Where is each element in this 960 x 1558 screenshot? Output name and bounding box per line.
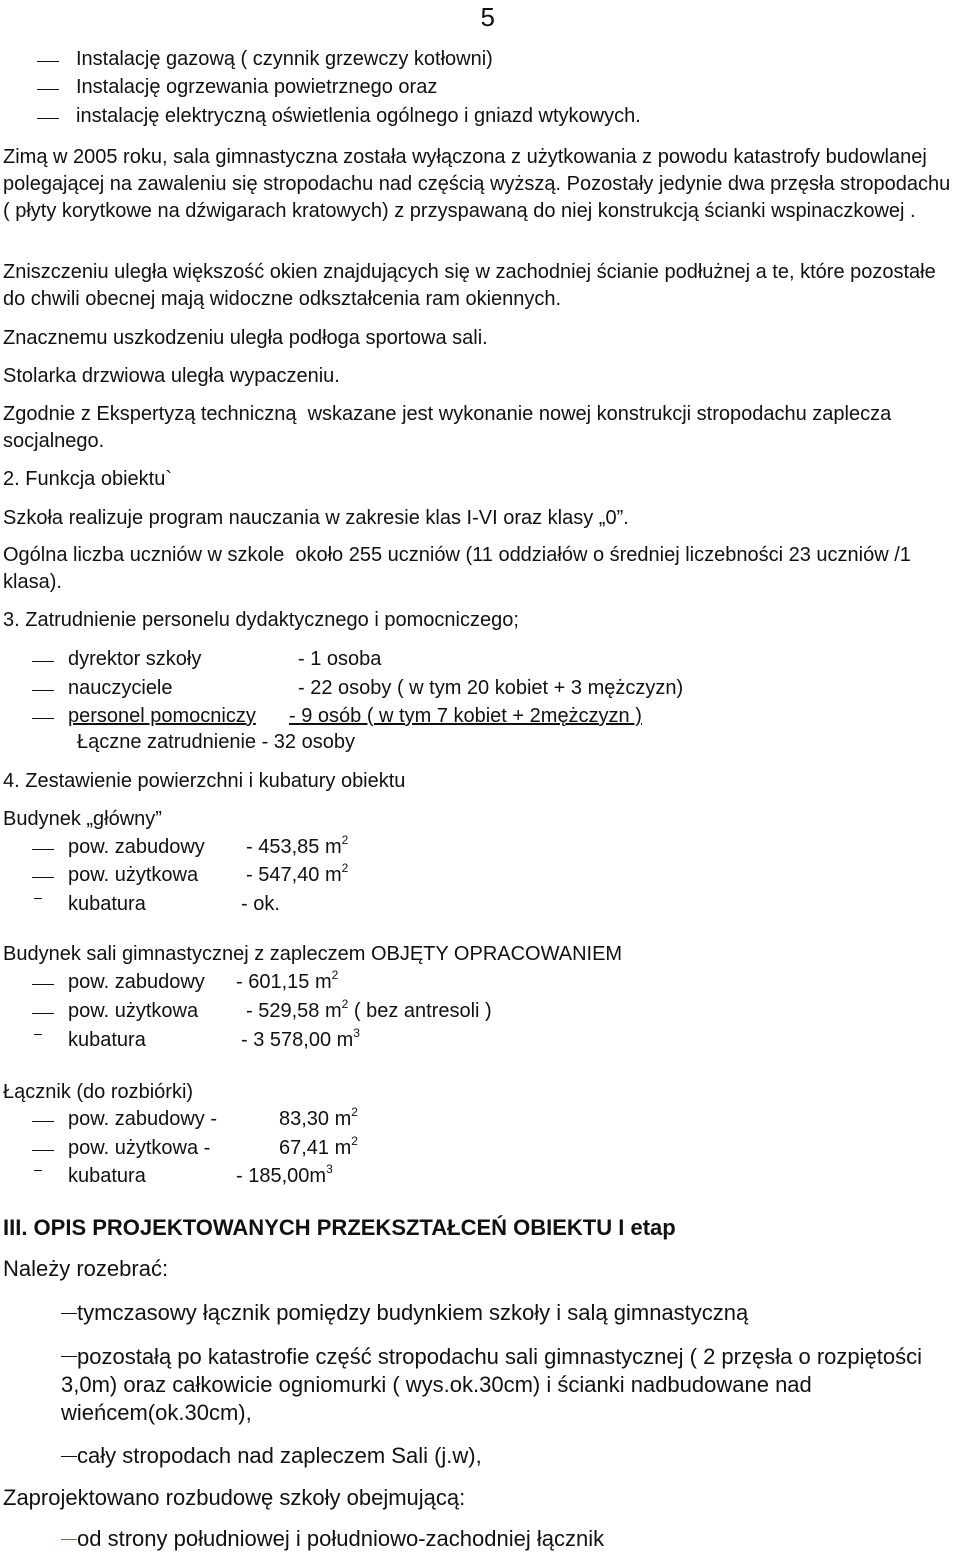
extension-heading: Zaprojektowano rozbudowę szkoły obejmującą: [3,1485,466,1510]
paragraph-text: Pozostały jedynie dwa przęsła stropodachu ( płyty korytkowe na dźwigarach kratowych) z przyspawaną do niej konstrukcją ścianki wspinaczkowej . [3,173,956,222]
value-text: - 529,58 m [246,1000,342,1022]
list-dash [32,718,54,719]
paragraph-windows: Zniszczeniu uległa większość okien znajdujących się w zachodniej ścianie podłużnej a te, które pozostałe do chwili obecnej mają widoczne odkształcenia ram okiennych. [3,261,942,310]
value-text: 83,30 m [279,1108,352,1130]
list-item: Instalację gazową ( czynnik grzewczy kotłowni) [76,48,493,70]
value-text: - 453,85 m [246,836,342,858]
list-dash [34,1034,42,1035]
value-note: ( bez antresoli ) [348,1000,492,1022]
paragraph-students: Ogólna liczba uczniów w szkole około 255 uczniów (11 oddziałów o średniej liczebności 23 uczniów /1 klasa). [3,544,917,593]
area-value [236,968,339,994]
unit-exponent: 2 [351,1134,358,1148]
list-dash [37,61,59,62]
unit-exponent: 2 [341,997,349,1011]
staff-role: dyrektor szkoły [68,648,202,670]
list-dash [34,1170,42,1171]
list-dash [32,984,54,985]
area-value: - ok. [241,893,280,915]
unit-exponent: 2 [341,833,349,847]
list-item: tymczasowy łącznik pomiędzy budynkiem szkoły i salą gimnastyczną [77,1300,749,1325]
staff-count: - 1 osoba [298,648,382,670]
paragraph-doors: Stolarka drzwiowa uległa wypaczeniu. [3,365,340,387]
list-dash [32,661,54,662]
area-label: pow. użytkowa - [68,1137,211,1159]
section-heading: 3. Zatrudnienie personelu dydaktycznego i pomocniczego; [3,609,519,631]
list-dash [37,118,59,119]
unit-exponent: 2 [341,861,349,875]
section-heading: 4. Zestawienie powierzchni i kubatury obiektu [3,770,406,792]
area-label: pow. użytkowa [68,1000,199,1022]
staff-total: Łączne zatrudnienie - 32 osoby [77,731,355,753]
building-title: Budynek „główny” [3,808,162,830]
list-dash [32,690,54,691]
list-dash [34,898,42,899]
value-text: - 547,40 m [246,864,342,886]
area-value [241,1026,360,1052]
area-label: pow. zabudowy [68,971,205,993]
area-value [246,861,349,887]
list-dash [61,1456,77,1457]
staff-role: personel pomocniczy [68,705,256,727]
list-dash [32,877,54,878]
area-value [279,1134,358,1160]
building-title: Łącznik (do rozbiórki) [3,1081,194,1103]
paragraph-program: Szkoła realizuje program nauczania w zakresie klas I-VI oraz klasy „0”. [3,507,629,529]
paragraph-expertise: Zgodnie z Ekspertyzą techniczną wskazane jest wykonanie nowej konstrukcji stropodachu zaplecza socjalnego. [3,403,897,452]
area-label: pow. zabudowy [68,836,205,858]
area-label: kubatura [68,893,146,915]
demolish-heading: Należy rozebrać: [3,1256,169,1281]
list-dash [37,89,59,90]
staff-count: - 22 osoby ( w tym 20 kobiet + 3 mężczyzn) [298,677,684,699]
list-dash [61,1313,77,1314]
section-title: III. OPIS PROJEKTOWANYCH PRZEKSZTAŁCEŃ OBIEKTU I etap [3,1215,676,1240]
area-value [246,997,492,1023]
page-number: 5 [480,2,495,32]
list-item: cały stropodach nad zapleczem Sali (j.w), [77,1443,482,1468]
section-heading: 2. Funkcja obiektu` [3,468,172,490]
value-text: 67,41 m [279,1137,352,1159]
list-item: instalację elektryczną oświetlenia ogólnego i gniazd wtykowych. [76,105,641,127]
paragraph-floor: Znacznemu uszkodzeniu uległa podłoga sportowa sali. [3,327,488,349]
list-item: od strony południowej i południowo-zachodniej łącznik [77,1526,605,1551]
area-label: pow. zabudowy - [68,1108,217,1130]
unit-exponent: 2 [351,1105,358,1119]
unit-exponent: 3 [353,1026,360,1040]
list-item: Instalację ogrzewania powietrznego oraz [76,76,438,98]
list-dash [32,1150,54,1151]
list-dash [32,1121,54,1122]
area-label: kubatura [68,1029,146,1051]
unit-exponent: 2 [331,968,339,982]
value-text: - 185,00m [236,1165,327,1187]
list-dash [32,849,54,850]
staff-role: nauczyciele [68,677,173,699]
list-item: pozostałą po katastrofie część stropodachu sali gimnastycznej ( 2 przęsła o rozpiętości 3,0m) oraz całkowicie ogniomurki ( wys.ok.30cm) i ścianki nadbudowane nad wieńcem(ok.30cm), [61,1344,922,1425]
value-text: - 3 578,00 m [241,1029,354,1051]
area-value [279,1105,358,1131]
paragraph-catastrophe [3,144,955,225]
value-text: - 601,15 m [236,971,332,993]
paragraph-text: Zimą w 2005 roku, sala gimnastyczna została wyłączona z użytkowania z powodu katastrofy budowlanej polegającej na zawaleniu się stropodachu nad częścią wyższą. [3,146,933,195]
list-dash [32,1013,54,1014]
area-label: kubatura [68,1165,146,1187]
area-label: pow. użytkowa [68,864,199,886]
area-value [246,833,349,859]
area-value [236,1162,333,1188]
unit-exponent: 3 [326,1162,333,1176]
staff-count: - 9 osób ( w tym 7 kobiet + 2mężczyzn ) [289,705,642,727]
list-dash [61,1539,77,1540]
building-title: Budynek sali gimnastycznej z zapleczem OBJĘTY OPRACOWANIEM [3,943,623,965]
